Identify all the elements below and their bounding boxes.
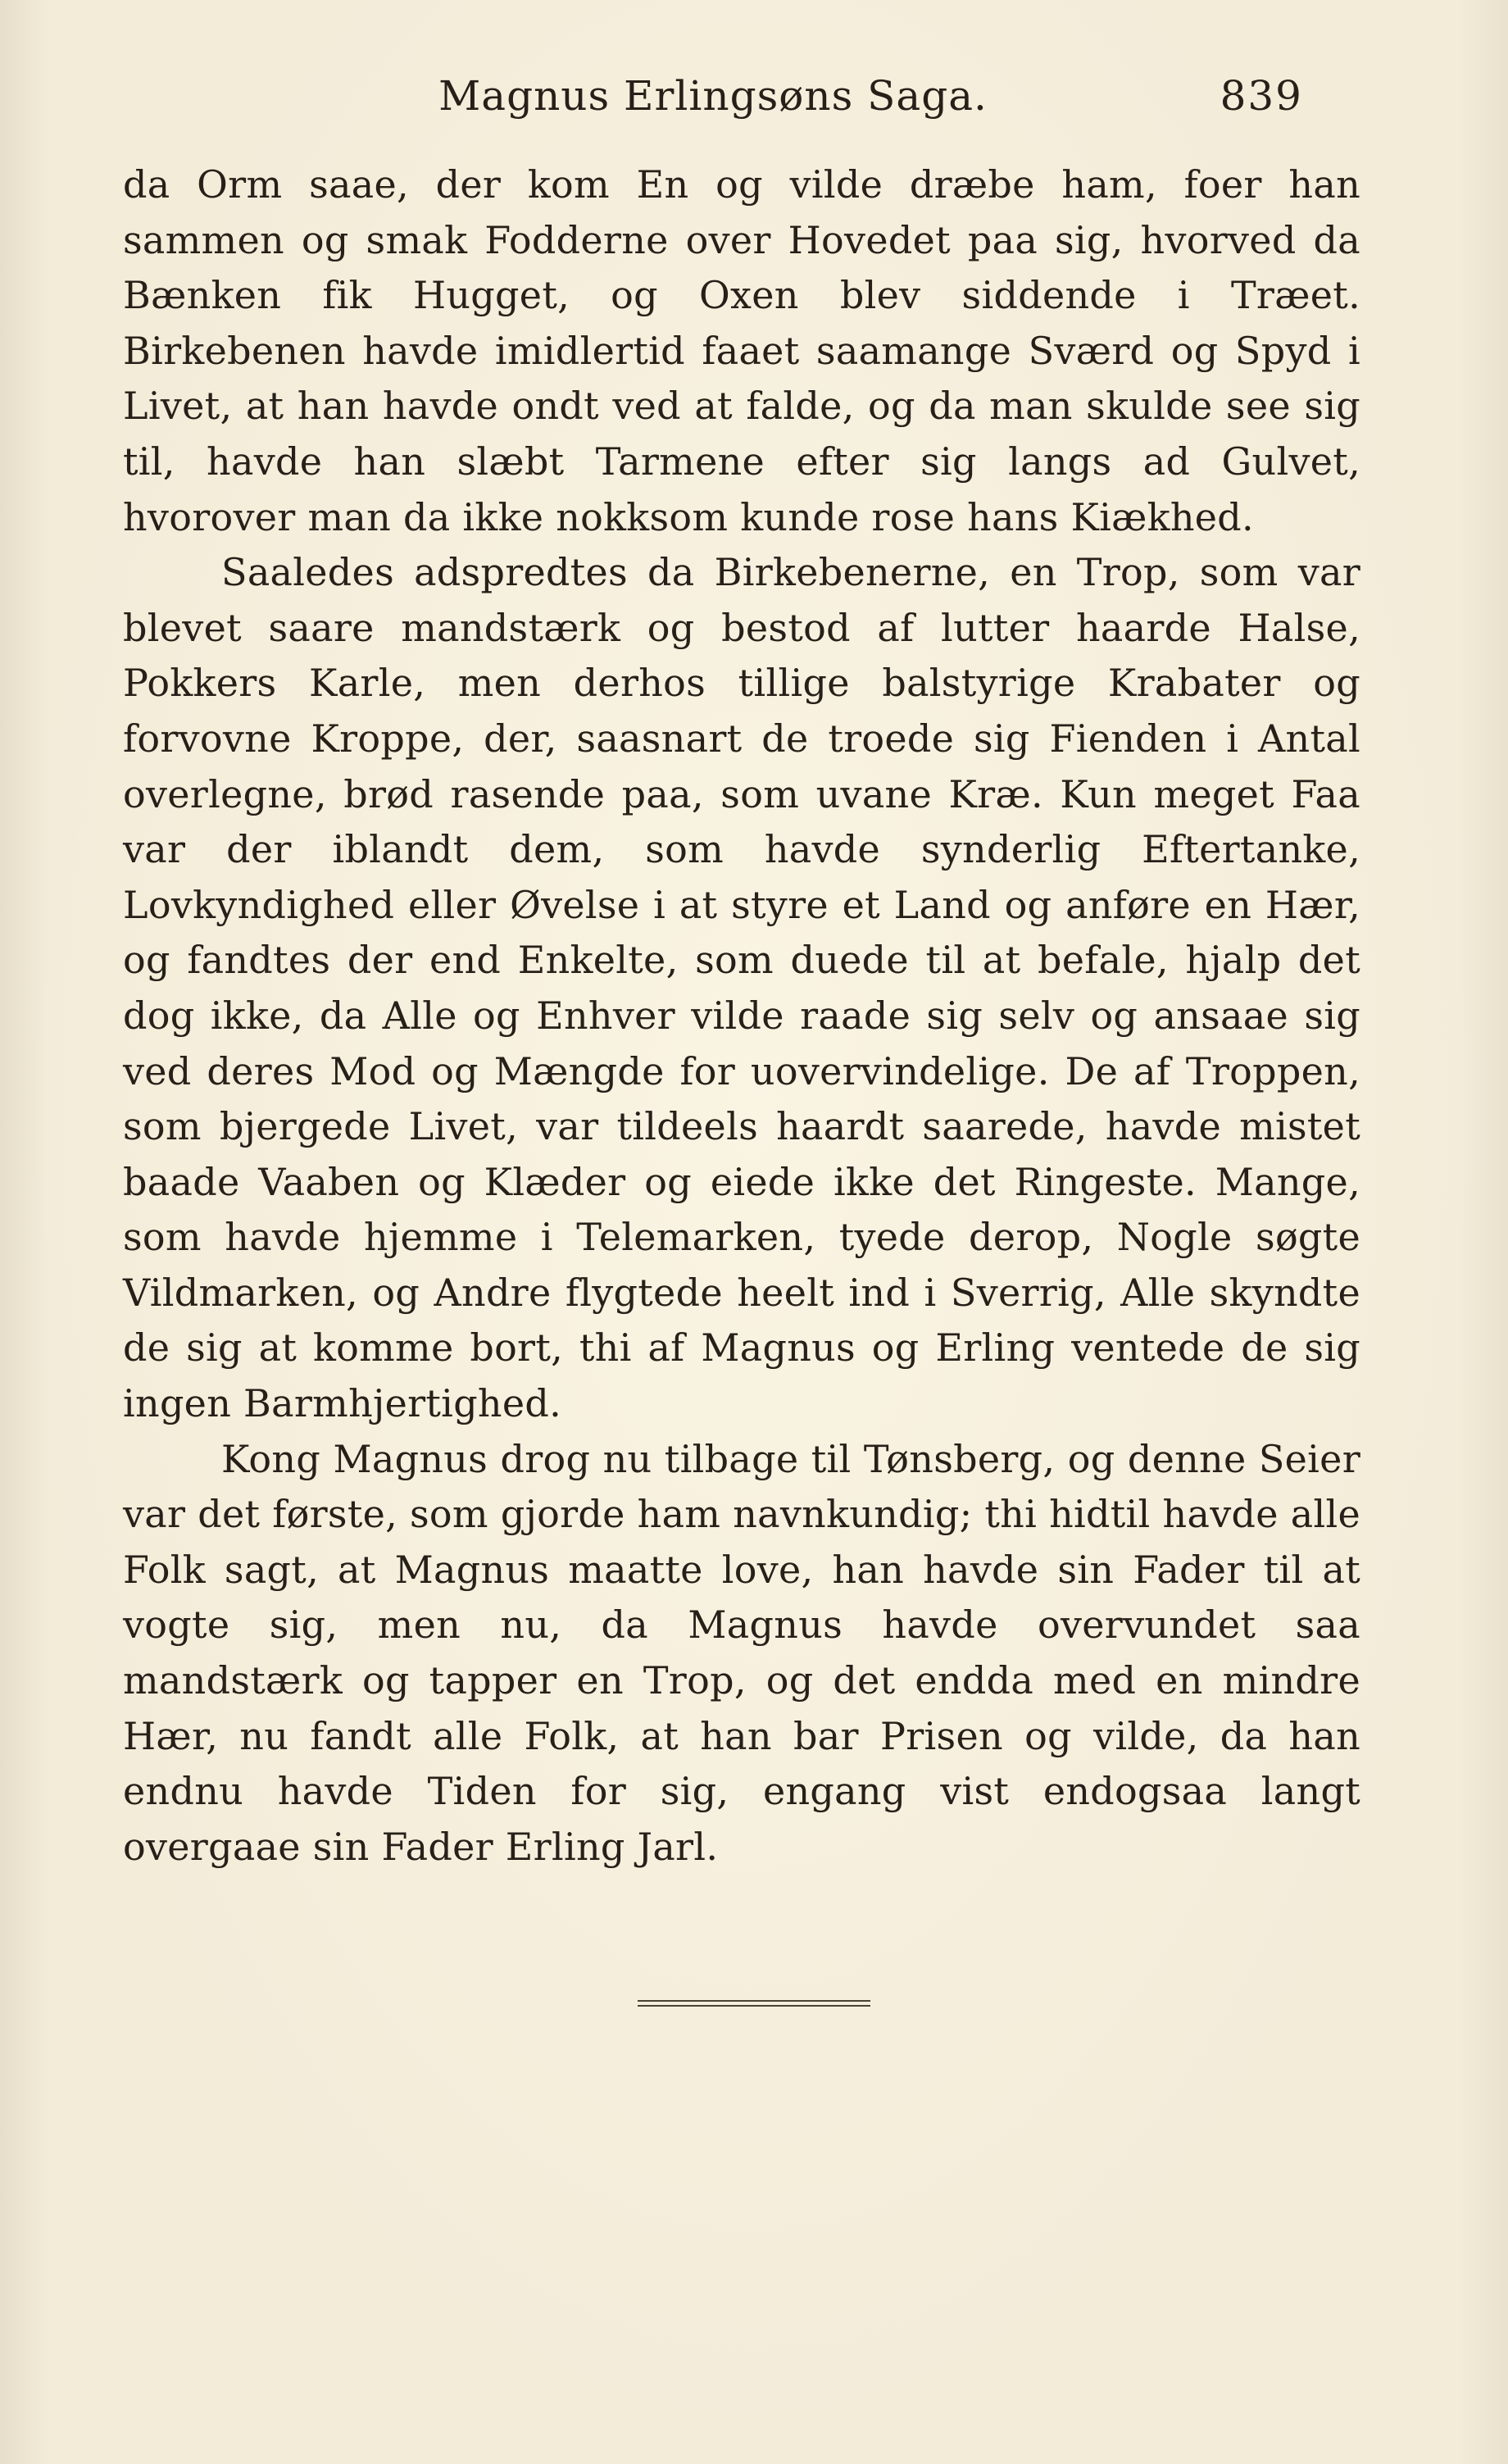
- rule-line-top: [638, 2000, 870, 2002]
- paragraph-1: da Orm saae, der kom En og vilde dræbe ham, foer han sammen og smak Fodderne over Hovedet paa sig, hvorved da Bænken fik Hugget, og Oxen blev siddende i Træet. Birkebenen havde imidlertid faaet saamange Sværd og Spyd i Livet, at han havde ondt ved at falde, og da man skulde see sig til, havde han slæbt Tarmene efter sig langs ad Gulvet, hvorover man da ikke nokksom kunde rose hans Kiækhed.: [123, 162, 1360, 539]
- body-text: [123, 157, 1360, 1875]
- page-number: 839: [1220, 72, 1303, 120]
- paragraph-2: Saaledes adspredtes da Birkebenerne, en Trop, som var blevet saare mandstærk og bestod af lutter haarde Halse, Pokkers Karle, men derhos tillige balstyrige Krabater og forvovne Kroppe, der, saasnart de troede sig Fienden i Antal overlegne, brød rasende paa, som uvane Kræ. Kun meget Faa var der iblandt dem, som havde synderlig Eftertanke, Lovkyndighed eller Øvelse i at styre et Land og anføre en Hær, og fandtes der end Enkelte, som duede til at befale, hjalp det dog ikke, da Alle og Enhver vilde raade sig selv og ansaae sig ved deres Mod og Mængde for uovervindelige. De af Troppen, som bjergede Livet, var tildeels haardt saarede, havde mistet baade Vaaben og Klæder og eiede ikke det Ringeste. Mange, som havde hjemme i Telemarken, tyede derop, Nogle søgte Vildmarken, og Andre flygtede heelt ind i Sverrig, Alle skyndte de sig at komme bort, thi af Magnus og Erling ventede de sig ingen Barmhjertighed.: [123, 550, 1360, 1426]
- running-title: Magnus Erlingsøns Saga.: [438, 72, 988, 120]
- paragraph-3: Kong Magnus drog nu tilbage til Tønsberg, og denne Seier var det første, som gjorde ham navnkundig; thi hidtil havde alle Folk sagt, at Magnus maatte love, han havde sin Fader til at vogte sig, men nu, da Magnus havde overvundet saa mandstærk og tapper en Trop, og det endda med en mindre Hær, nu fandt alle Folk, at han bar Prisen og vilde, da han endnu havde Tiden for sig, engang vist endogsaa langt overgaae sin Fader Erling Jarl.: [123, 1436, 1360, 1869]
- rule-line-bottom: [638, 2005, 870, 2007]
- section-end-rule: [638, 2000, 870, 2008]
- page-header: [123, 64, 1303, 138]
